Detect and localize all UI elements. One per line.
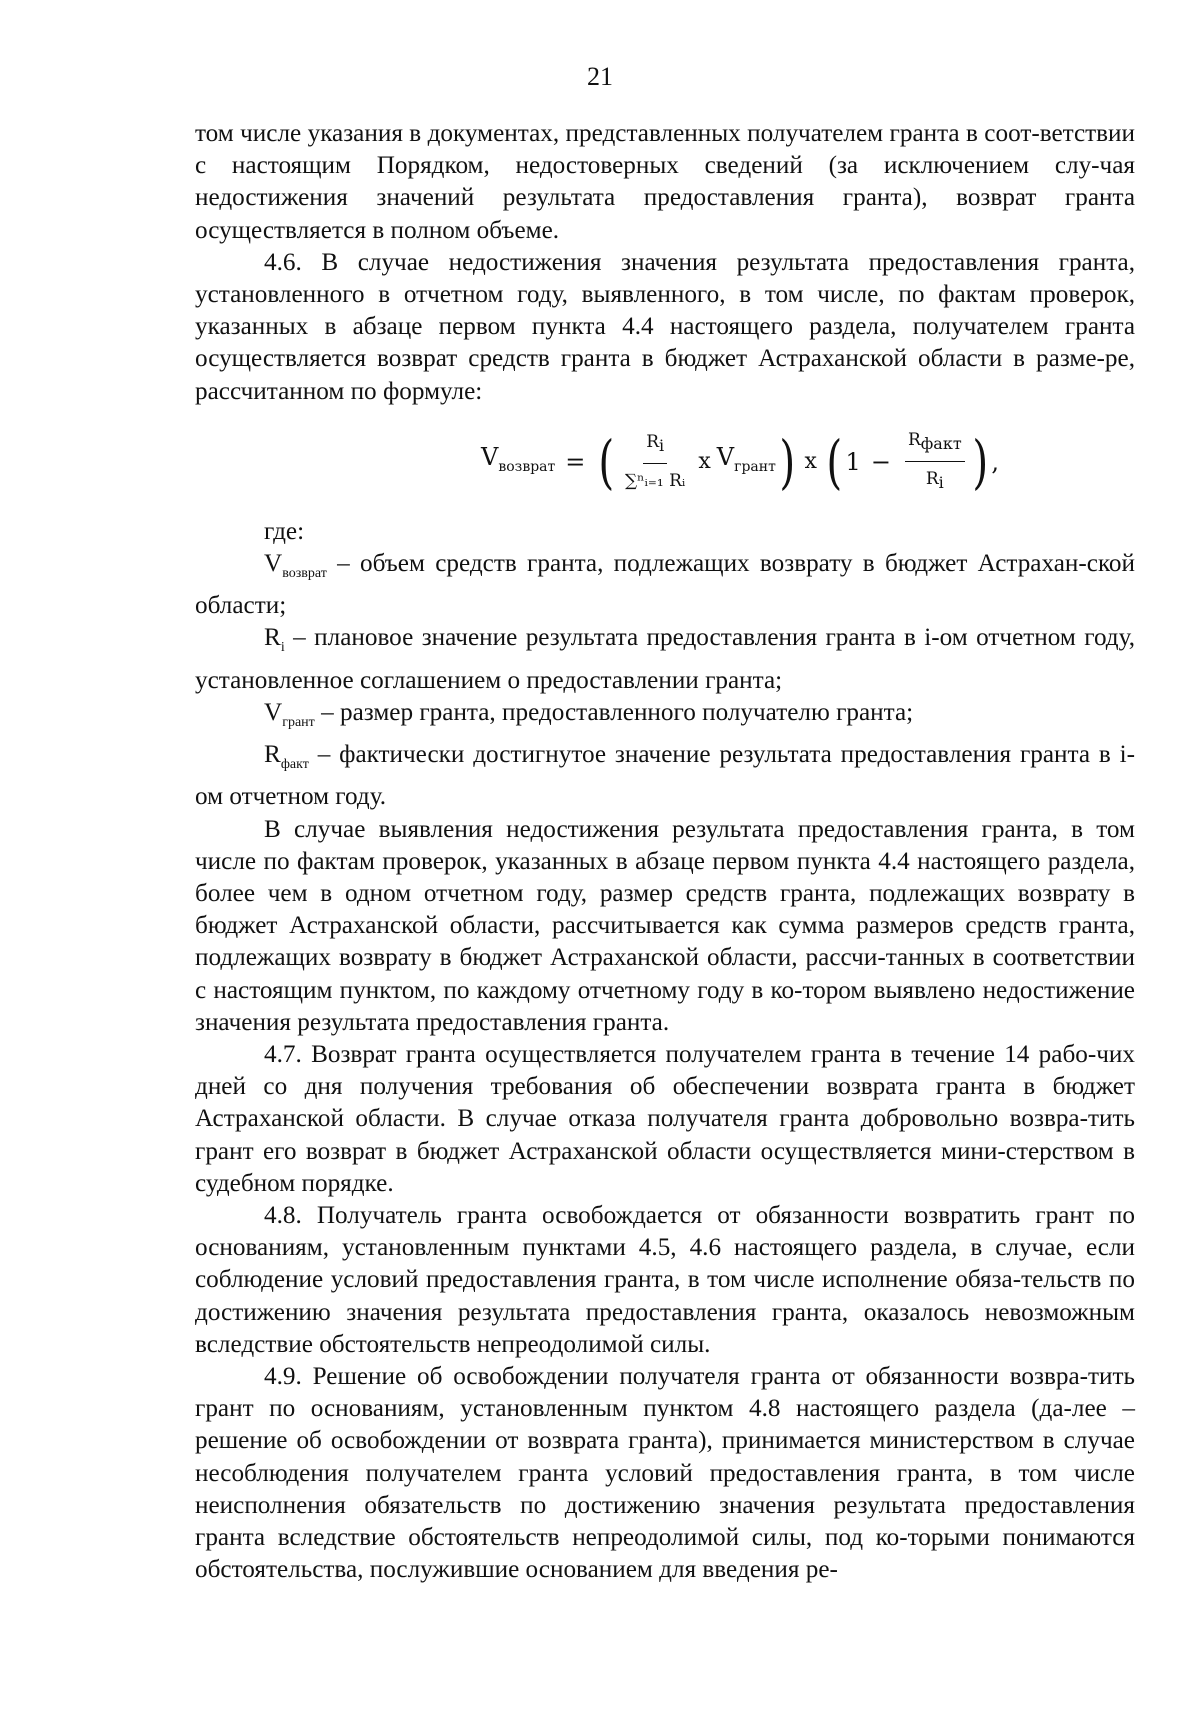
formula-tail: , [991,447,999,476]
formula-times-1: x [698,448,711,474]
paragraph-4-8: 4.8. Получатель гранта освобождается от обязанности возвратить грант по основаниям, установленным пунктами 4.5, 4.6 настоящего раздела, в случае, если соблюдение условий предоставления гранта, в том числе исполнение обяза-тельств по достижению значения результата предоставления гранта, оказалось невозможным вследствие обстоятельств непреодолимой силы. [195,1202,1135,1358]
formula-paren-right-2: ) [972,427,988,496]
paragraph-multi-year: В случае выявления недостижения результата предоставления гранта, в том числе по фактам проверок, указанных в абзаце первом пункта 4.4 настоящего раздела, более чем в одном отчетном году, размер средств гранта, подлежащих возврату в бюджет Астраханской области, рассчитывается как сумма размеров средств гранта, подлежащих возврату в бюджет Астраханской области, рассчи-танных в соответствии с настоящим пунктом, по каждому отчетному году в ко-тором выявлено недостижение значения результата предоставления гранта. [195,815,1135,1036]
document-body [195,118,1135,1586]
formula-paren-right: ) [779,427,796,496]
formula-fraction-ri: $\frac{Ri}{\text{∑ⁿᵢ₌₁ Rᵢ}}$ [622,426,688,497]
formula-v-grant: $V_{грант}$ [716,442,776,475]
formula-paren-left-2: ( [826,427,843,496]
paragraph-4-7: 4.7. Возврат гранта осуществляется получателем гранта в течение 14 рабо-чих дней со дня получения требования об обеспечении возврата гранта в бюджет Астраханской области. В случае отказа получателя гранта добровольно возвра-тить грант его возврат в бюджет Астраханской области осуществляется мини-стерством в судебном порядке. [195,1041,1135,1197]
definition-ri: $R_i$ – плановое значение результата предоставления гранта в i-ом отчетном году, установленное соглашением о предоставлении гранта; [195,624,1135,694]
formula-minus: − [870,447,891,476]
definition-v-return: $V_{возврат}$ – объем средств гранта, подлежащих возврату в бюджет Астрахан-ской области; [195,550,1136,620]
definition-r-fact: $R_{факт}$ – фактически достигнутое значение результата предоставления гранта в i-ом отчетном году. [195,741,1135,811]
formula-times-2: x [804,448,817,474]
paragraph-continuation: том числе указания в документах, представленных получателем гранта в соот-ветствии с настоящим Порядком, недостоверных сведений (за исключением слу-чая недостижения значений результата предоставления гранта), возврат гранта осуществляется в полном объеме. [195,120,1135,244]
formula-fraction-fact: $\frac{\text{Rфакт}}{Ri}$ [905,424,965,499]
return-formula [195,408,1135,516]
where-label: где: [264,517,305,545]
definition-v-grant: $V_{грант}$ – размер гранта, предоставленного получателю гранта; [264,698,914,730]
formula-equals: = [565,447,586,476]
paragraph-4-6: 4.6. В случае недостижения значения результата предоставления гранта, установленного в отчетном году, выявленного, в том числе, по фактам проверок, указанных в абзаце первом пункта 4.4 настоящего раздела, получателем гранта осуществляется возврат средств гранта в бюджет Астраханской области в разме-ре, рассчитанном по формуле: [195,248,1135,405]
formula-paren-left: ( [598,427,615,496]
formula-one: 1 [845,447,861,476]
page-number: 21 [587,62,613,91]
formula-v-return: $V_{возврат}$ [481,442,556,475]
paragraph-4-9: 4.9. Решение об освобождении получателя гранта от обязанности возвра-тить грант по основаниям, установленным пунктом 4.8 настоящего раздела (да-лее – решение об освобождении от возврата гранта), принимается министерством в случае несоблюдения получателем гранта условий предоставления гранта, в том числе неисполнения обязательств по достижению значения результата предоставления гранта вследствие обстоятельств непреодолимой силы, под ко-торыми понимаются обстоятельства, послужившие основанием для введения ре- [195,1363,1135,1584]
